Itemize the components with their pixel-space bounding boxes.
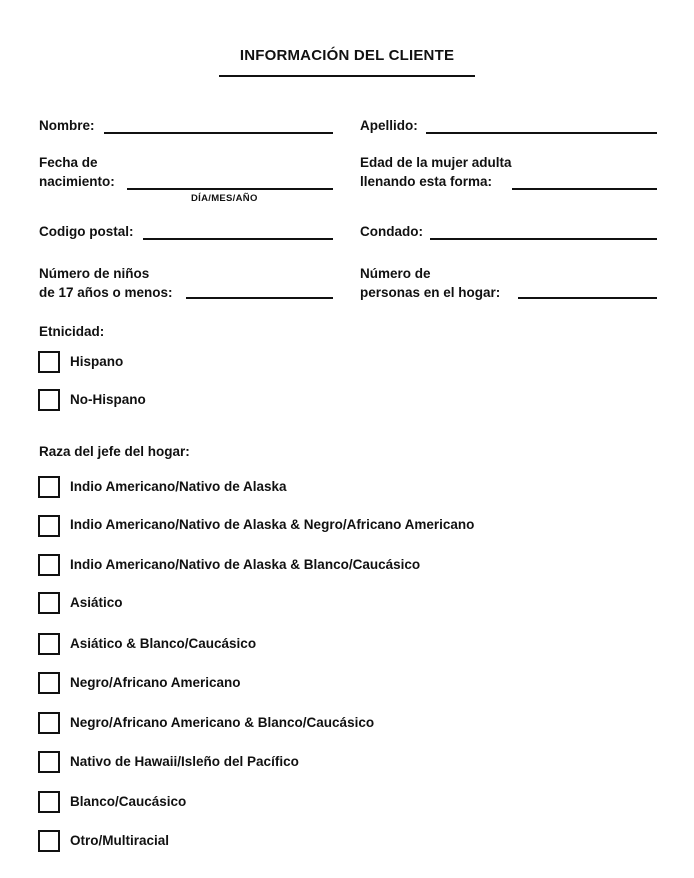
hispano-label: Hispano bbox=[70, 354, 124, 369]
fecha-nacimiento-field[interactable] bbox=[127, 188, 333, 190]
raza-option-label: Negro/Africano Americano bbox=[70, 675, 241, 690]
raza-option-label: Asiático & Blanco/Caucásico bbox=[70, 636, 257, 651]
edad-label-line1: Edad de la mujer adulta bbox=[360, 155, 512, 170]
ninos-label-line2: de 17 años o menos: bbox=[39, 285, 173, 300]
raza-checkbox-asiatico-blanco[interactable] bbox=[38, 633, 60, 655]
codigo-postal-field[interactable] bbox=[143, 238, 333, 240]
edad-label-line2: llenando esta forma: bbox=[360, 174, 493, 189]
apellido-label: Apellido: bbox=[360, 118, 418, 133]
raza-option-label: Asiático bbox=[70, 595, 123, 610]
personas-field[interactable] bbox=[518, 297, 657, 299]
raza-checkbox-blanco[interactable] bbox=[38, 791, 60, 813]
personas-label-line1: Número de bbox=[360, 266, 431, 281]
raza-checkbox-hawaii[interactable] bbox=[38, 751, 60, 773]
raza-checkbox-otro[interactable] bbox=[38, 830, 60, 852]
fecha-label-line1: Fecha de bbox=[39, 155, 98, 170]
personas-label-line2: personas en el hogar: bbox=[360, 285, 501, 300]
fecha-label-line2: nacimiento: bbox=[39, 174, 115, 189]
title-underline bbox=[219, 75, 475, 77]
form-title: INFORMACIÓN DEL CLIENTE bbox=[239, 47, 455, 64]
raza-option-label: Otro/Multiracial bbox=[70, 833, 170, 848]
raza-option-label: Indio Americano/Nativo de Alaska & Blanco/Caucásico bbox=[70, 557, 421, 572]
raza-checkbox-indio-alaska-negro[interactable] bbox=[38, 515, 60, 537]
condado-field[interactable] bbox=[430, 238, 657, 240]
hispano-checkbox[interactable] bbox=[38, 351, 60, 373]
nombre-label: Nombre: bbox=[39, 118, 95, 133]
raza-label: Raza del jefe del hogar: bbox=[39, 444, 190, 459]
raza-option-label: Indio Americano/Nativo de Alaska bbox=[70, 479, 287, 494]
raza-option-label: Indio Americano/Nativo de Alaska & Negro/Africano Americano bbox=[70, 517, 475, 532]
codigo-postal-label: Codigo postal: bbox=[39, 224, 134, 239]
edad-field[interactable] bbox=[512, 188, 657, 190]
raza-checkbox-indio-alaska-blanco[interactable] bbox=[38, 554, 60, 576]
ninos-field[interactable] bbox=[186, 297, 333, 299]
no-hispano-label: No-Hispano bbox=[70, 392, 146, 407]
apellido-field[interactable] bbox=[426, 132, 657, 134]
no-hispano-checkbox[interactable] bbox=[38, 389, 60, 411]
raza-option-label: Negro/Africano Americano & Blanco/Caucásico bbox=[70, 715, 375, 730]
raza-option-label: Blanco/Caucásico bbox=[70, 794, 187, 809]
etnicidad-label: Etnicidad: bbox=[39, 324, 105, 339]
raza-checkbox-asiatico[interactable] bbox=[38, 592, 60, 614]
raza-checkbox-negro[interactable] bbox=[38, 672, 60, 694]
raza-option-label: Nativo de Hawaii/Isleño del Pacífico bbox=[70, 754, 299, 769]
ninos-label-line1: Número de niños bbox=[39, 266, 150, 281]
nombre-field[interactable] bbox=[104, 132, 333, 134]
condado-label: Condado: bbox=[360, 224, 423, 239]
raza-checkbox-negro-blanco[interactable] bbox=[38, 712, 60, 734]
raza-checkbox-indio-alaska[interactable] bbox=[38, 476, 60, 498]
fecha-format-hint: DÍA/MES/AÑO bbox=[191, 193, 258, 204]
